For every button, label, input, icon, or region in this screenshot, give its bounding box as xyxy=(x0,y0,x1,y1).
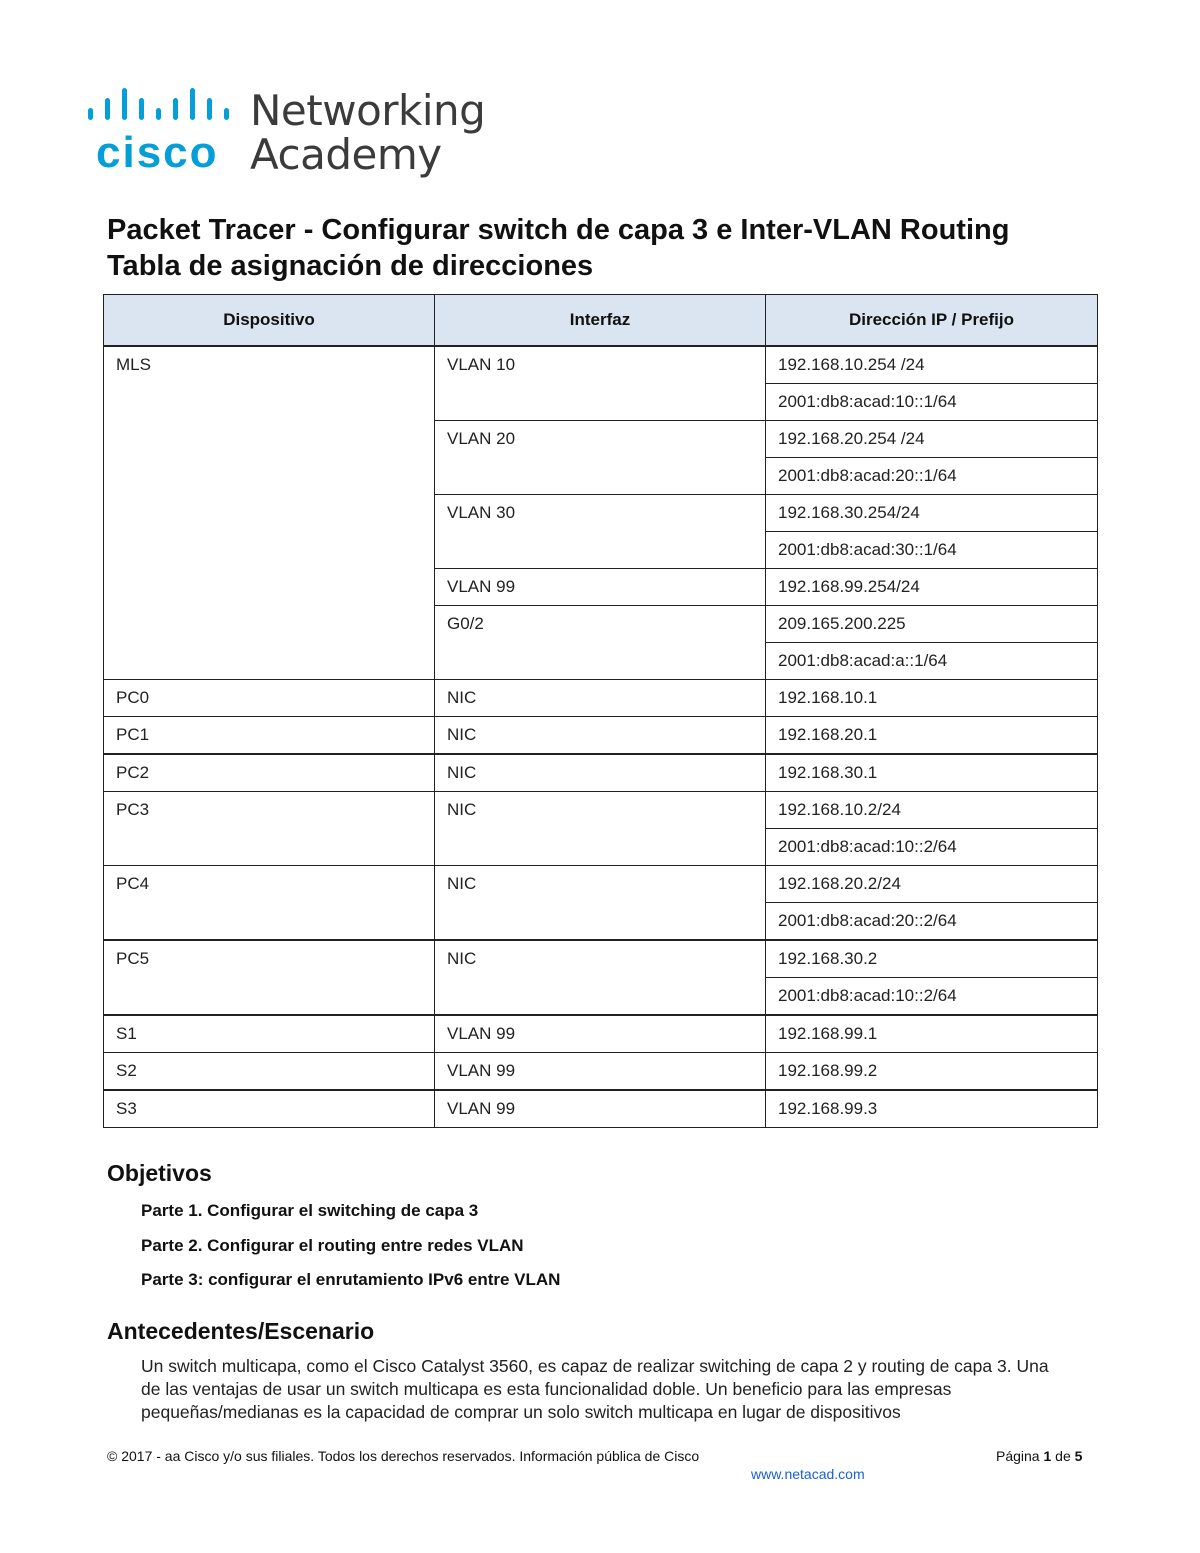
ip-cell: 2001:db8:acad:10::2/64 xyxy=(766,829,1098,866)
table-row xyxy=(104,680,1098,717)
interface-cell: VLAN 99 xyxy=(435,1053,766,1091)
objective-item: Parte 2. Configurar el routing entre redes VLAN xyxy=(141,1236,524,1255)
ip-cell: 2001:db8:acad:10::2/64 xyxy=(766,978,1098,1016)
page-label: Página xyxy=(996,1448,1040,1464)
objective-item: Parte 3: configurar el enrutamiento IPv6 entre VLAN xyxy=(141,1270,561,1289)
device-cell: S3 xyxy=(104,1090,435,1128)
interface-cell: VLAN 99 xyxy=(435,1015,766,1053)
table-row xyxy=(104,346,1098,384)
device-cell: PC3 xyxy=(104,792,435,866)
table-heading: Tabla de asignación de direcciones xyxy=(107,250,594,282)
device-cell: PC5 xyxy=(104,940,435,1015)
ip-cell: 192.168.10.2/24 xyxy=(766,792,1098,829)
interface-cell: VLAN 20 xyxy=(435,421,766,495)
ip-cell: 192.168.99.2 xyxy=(766,1053,1098,1091)
header-interface: Interfaz xyxy=(435,295,766,347)
header-device: Dispositivo xyxy=(104,295,435,347)
addressing-table xyxy=(103,294,1098,1128)
footer-page-number xyxy=(996,1448,1082,1464)
device-cell: PC0 xyxy=(104,680,435,717)
ip-cell: 192.168.99.254/24 xyxy=(766,569,1098,606)
table-row xyxy=(104,792,1098,829)
interface-cell: G0/2 xyxy=(435,606,766,680)
header-ip-prefix: Dirección IP / Prefijo xyxy=(766,295,1098,347)
ip-cell: 192.168.30.254/24 xyxy=(766,495,1098,532)
interface-cell: VLAN 30 xyxy=(435,495,766,569)
interface-cell: VLAN 99 xyxy=(435,1090,766,1128)
interface-cell: VLAN 99 xyxy=(435,569,766,606)
device-cell: PC4 xyxy=(104,866,435,941)
table-header-row xyxy=(104,295,1098,347)
interface-cell: NIC xyxy=(435,940,766,1015)
ip-cell: 192.168.10.1 xyxy=(766,680,1098,717)
cisco-networking-academy-logo xyxy=(86,86,486,178)
ip-cell: 192.168.30.1 xyxy=(766,754,1098,792)
document-title: Packet Tracer - Configurar switch de capa 3 e Inter-VLAN Routing xyxy=(107,214,1010,246)
ip-cell: 2001:db8:acad:20::1/64 xyxy=(766,458,1098,495)
ip-cell: 192.168.99.3 xyxy=(766,1090,1098,1128)
device-cell: S1 xyxy=(104,1015,435,1053)
objective-item: Parte 1. Configurar el switching de capa 3 xyxy=(141,1201,479,1220)
ip-cell: 192.168.10.254 /24 xyxy=(766,346,1098,384)
ip-cell: 209.165.200.225 xyxy=(766,606,1098,643)
interface-cell: NIC xyxy=(435,717,766,755)
device-cell: S2 xyxy=(104,1053,435,1091)
ip-cell: 2001:db8:acad:30::1/64 xyxy=(766,532,1098,569)
ip-cell: 2001:db8:acad:10::1/64 xyxy=(766,384,1098,421)
table-row xyxy=(104,1090,1098,1128)
table-row xyxy=(104,866,1098,903)
interface-cell: NIC xyxy=(435,866,766,941)
table-row xyxy=(104,1053,1098,1091)
logo-networking: Networking xyxy=(250,86,486,135)
interface-cell: NIC xyxy=(435,680,766,717)
footer-copyright: © 2017 - aa Cisco y/o sus filiales. Todos los derechos reservados. Información pública de Cisco xyxy=(107,1448,700,1464)
table-row xyxy=(104,940,1098,978)
ip-cell: 192.168.20.1 xyxy=(766,717,1098,755)
device-cell: PC1 xyxy=(104,717,435,755)
interface-cell: NIC xyxy=(435,754,766,792)
interface-cell: NIC xyxy=(435,792,766,866)
cisco-bars-icon xyxy=(86,86,246,126)
page-current: 1 xyxy=(1043,1448,1052,1464)
ip-cell: 192.168.99.1 xyxy=(766,1015,1098,1053)
table-row xyxy=(104,754,1098,792)
ip-cell: 192.168.20.2/24 xyxy=(766,866,1098,903)
logo-academy: Academy xyxy=(250,130,442,179)
background-heading: Antecedentes/Escenario xyxy=(107,1318,375,1344)
device-cell: MLS xyxy=(104,346,435,680)
page-total: 5 xyxy=(1074,1448,1083,1464)
ip-cell: 192.168.30.2 xyxy=(766,940,1098,978)
background-paragraph: Un switch multicapa, como el Cisco Catalyst 3560, es capaz de realizar switching de capa 2 y routing de capa 3. Una de las ventajas de usar un switch multicapa es esta funcionalidad doble. Un beneficio para las empresas pequeñas/medianas es la capacidad de comprar un solo switch multicapa en lugar de dispositivos xyxy=(141,1356,1049,1422)
interface-cell: VLAN 10 xyxy=(435,346,766,421)
table-row xyxy=(104,717,1098,755)
ip-cell: 2001:db8:acad:20::2/64 xyxy=(766,903,1098,941)
ip-cell: 192.168.20.254 /24 xyxy=(766,421,1098,458)
objectives-heading: Objetivos xyxy=(107,1160,212,1186)
ip-cell: 2001:db8:acad:a::1/64 xyxy=(766,643,1098,680)
table-row xyxy=(104,1015,1098,1053)
device-cell: PC2 xyxy=(104,754,435,792)
cisco-wordmark: cisco xyxy=(96,128,219,177)
netacad-link[interactable]: www.netacad.com xyxy=(751,1466,865,1482)
page-of: de xyxy=(1055,1448,1071,1464)
